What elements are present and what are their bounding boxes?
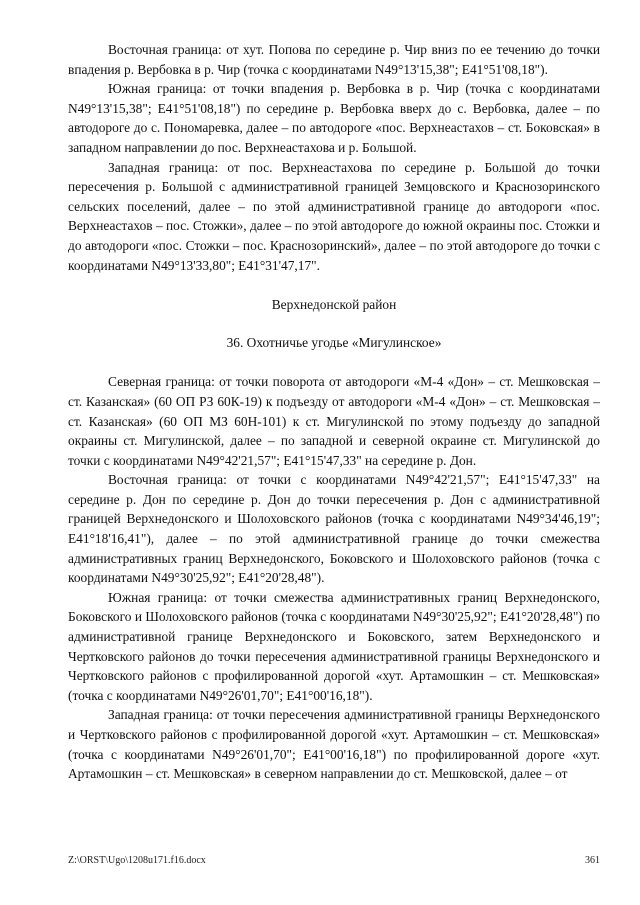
west-border-paragraph-2: Западная граница: от точки пересечения административной границы Верхнедонского и Чертковского районов с профилированной дорогой «хут. Артамошкин – ст. Мешковская» (точка с координатами N49°26'01,70"; E41°00'16,18") по профилированной дороге «хут. Артамошкин – ст. Мешковская» в северном направлении до ст. Мешковской, далее – от (68, 707, 600, 782)
east-border-paragraph: Восточная граница: от хут. Попова по середине р. Чир вниз по ее течению до точки впадения р. Вербовка в р. Чир (точка с координатами N49°13'15,38"; E41°51'08,18"). (68, 42, 600, 77)
east-border-paragraph-2: Восточная граница: от точки с координатами N49°42'21,57"; E41°15'47,33" на середине р. Дон по середине р. Дон до точки пересечения р. Дон с административной границей Верхнедонского и Шолоховского районов (точка с координатами N49°34'46,19"; E41°18'16,41"), далее – по этой административной границе до точки смежества административных границ Верхнедонского, Боковского и Шолоховского районов (точка с координатами N49°30'25,92"; E41°20'28,48"). (68, 472, 600, 586)
north-border-paragraph: Северная граница: от точки поворота от автодороги «М-4 «Дон» – ст. Мешковская – ст. Казанская» (60 ОП РЗ 60К-19) к подъезду от автодороги «М-4 «Дон» – ст. Мешковская – ст. Казанская» (60 ОП МЗ 60Н-101) к ст. Мигулинской по этому подъезду до западной окраины ст. Мигулинской, далее – по западной и северной окраине ст. Мигулинской до точки с координатами N49°42'21,57"; E41°15'47,33" на середине р. Дон. (68, 374, 600, 468)
district-heading: Верхнедонской район (271, 297, 397, 313)
section-heading: 36. Охотничье угодье «Мигулинское» (226, 334, 442, 350)
south-border-paragraph-2: Южная граница: от точки смежества административных границ Верхнедонского, Боковского и Шолоховского районов (точка с координатами N49°30'25,92"; E41°20'28,48") по административной границе Верхнедонского и Боковского, затем Верхнедонского и Чертковского районов до точки пересечения административной границы Верхнедонского и Чертковского районов с профилированной дорогой «хут. Артамошкин – ст. Мешковская» (точка с координатами N49°26'01,70"; E41°00'16,18"). (68, 589, 600, 703)
west-border-paragraph: Западная граница: от пос. Верхнеастахова по середине р. Большой до точки пересечения р. Большой с административной границей Земцовского и Краснозоринского сельских поселений, далее – по этой административной границе до автодороги «пос. Верхнеастахов – пос. Стожки», далее – по этой автодороге до южной окраины пос. Стожки и до автодороги «пос. Стожки – пос. Краснозоринский», далее – по этой автодороге до точки с координатами N49°13'33,80"; E41°31'47,17". (68, 159, 600, 273)
document-page (68, 40, 600, 784)
footer-file-path: Z:\ORST\Ugo\1208u171.f16.docx (68, 855, 206, 866)
page-footer (68, 855, 600, 866)
footer-page-number: 361 (585, 855, 600, 866)
south-border-paragraph: Южная граница: от точки впадения р. Вербовка в р. Чир (точка с координатами N49°13'15,38"; E41°51'08,18") по середине р. Вербовка вверх до с. Вербовка, далее – по автодороге до с. Пономаревка, далее – по автодороге «пос. Верхнеастахов – ст. Боковская» в западном направлении до пос. Верхнеастахова и р. Большой. (68, 81, 600, 155)
